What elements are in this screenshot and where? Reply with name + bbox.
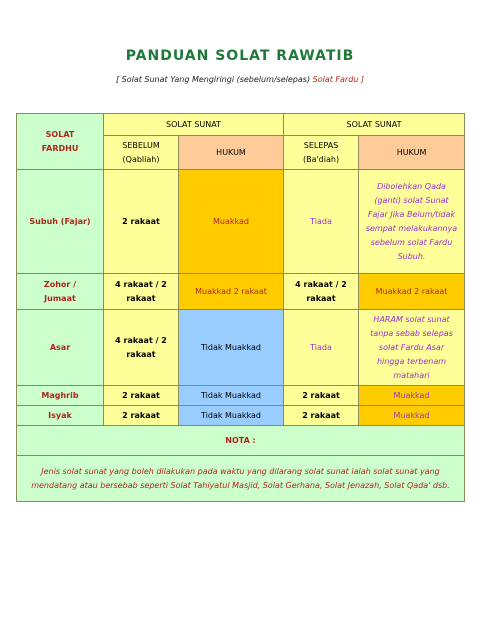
row-isyak-name: Isyak [17, 406, 104, 426]
page-subtitle [0, 75, 480, 84]
header-hukum-before: HUKUM [179, 136, 284, 170]
nota-text: Jenis solat sunat yang boleh dilakukan pada waktu yang dilarang solat sunat ialah solat sunat yang mendatang atau bersebab seperti Solat Tahiyatul Masjid, Solat Gerhana, Solat Jenazah, Solat Qada' dsb. [17, 456, 465, 502]
row-subuh-before: 2 rakaat [104, 170, 179, 274]
row-zohor-hukum-before: Muakkad 2 rakaat [179, 274, 284, 310]
rawatib-table [16, 113, 465, 502]
header-selepas: SELEPAS (Ba'diah) [284, 136, 359, 170]
nota-label: NOTA : [17, 426, 465, 456]
row-subuh-hukum-before: Muakkad [179, 170, 284, 274]
row-isyak-before: 2 rakaat [104, 406, 179, 426]
row-asar-after: Tiada [284, 310, 359, 386]
row-subuh-hukum-after: Dibolehkan Qada (ganti) solat Sunat Fajar Jika Belum/tidak sempat melakukannya sebelum solat Fardu Subuh. [359, 170, 465, 274]
row-zohor-after: 4 rakaat / 2 rakaat [284, 274, 359, 310]
row-maghrib-hukum-after: Muakkad [359, 386, 465, 406]
row-maghrib-name: Maghrib [17, 386, 104, 406]
subtitle-part2: (sebelum/selepas) [236, 75, 311, 84]
header-solat-fardhu: SOLAT FARDHU [17, 114, 104, 170]
row-asar-name: Asar [17, 310, 104, 386]
header-sebelum: SEBELUM (Qabliah) [104, 136, 179, 170]
page-title: PANDUAN SOLAT RAWATIB [125, 48, 355, 64]
row-zohor-hukum-after: Muakkad 2 rakaat [359, 274, 465, 310]
row-maghrib-hukum-before: Tidak Muakkad [179, 386, 284, 406]
row-maghrib-before: 2 rakaat [104, 386, 179, 406]
row-zohor-name: Zohor / Jumaat [17, 274, 104, 310]
row-subuh-name: Subuh (Fajar) [17, 170, 104, 274]
row-isyak-hukum-before: Tidak Muakkad [179, 406, 284, 426]
row-isyak-after: 2 rakaat [284, 406, 359, 426]
row-isyak-hukum-after: Muakkad [359, 406, 465, 426]
row-asar-hukum-after: HARAM solat sunat tanpa sebab selepas solat Fardu Asar hingga terbenam matahari [359, 310, 465, 386]
subtitle-part1: [ Solat Sunat Yang Mengiringi [115, 75, 237, 84]
header-hukum-after: HUKUM [359, 136, 465, 170]
subtitle-part3: Solat Fardu ] [312, 75, 365, 84]
row-maghrib-after: 2 rakaat [284, 386, 359, 406]
row-asar-before: 4 rakaat / 2 rakaat [104, 310, 179, 386]
header-solat-sunat-before: SOLAT SUNAT [104, 114, 284, 136]
row-asar-hukum-before: Tidak Muakkad [179, 310, 284, 386]
row-zohor-before: 4 rakaat / 2 rakaat [104, 274, 179, 310]
row-subuh-after: Tiada [284, 170, 359, 274]
header-solat-sunat-after: SOLAT SUNAT [284, 114, 465, 136]
